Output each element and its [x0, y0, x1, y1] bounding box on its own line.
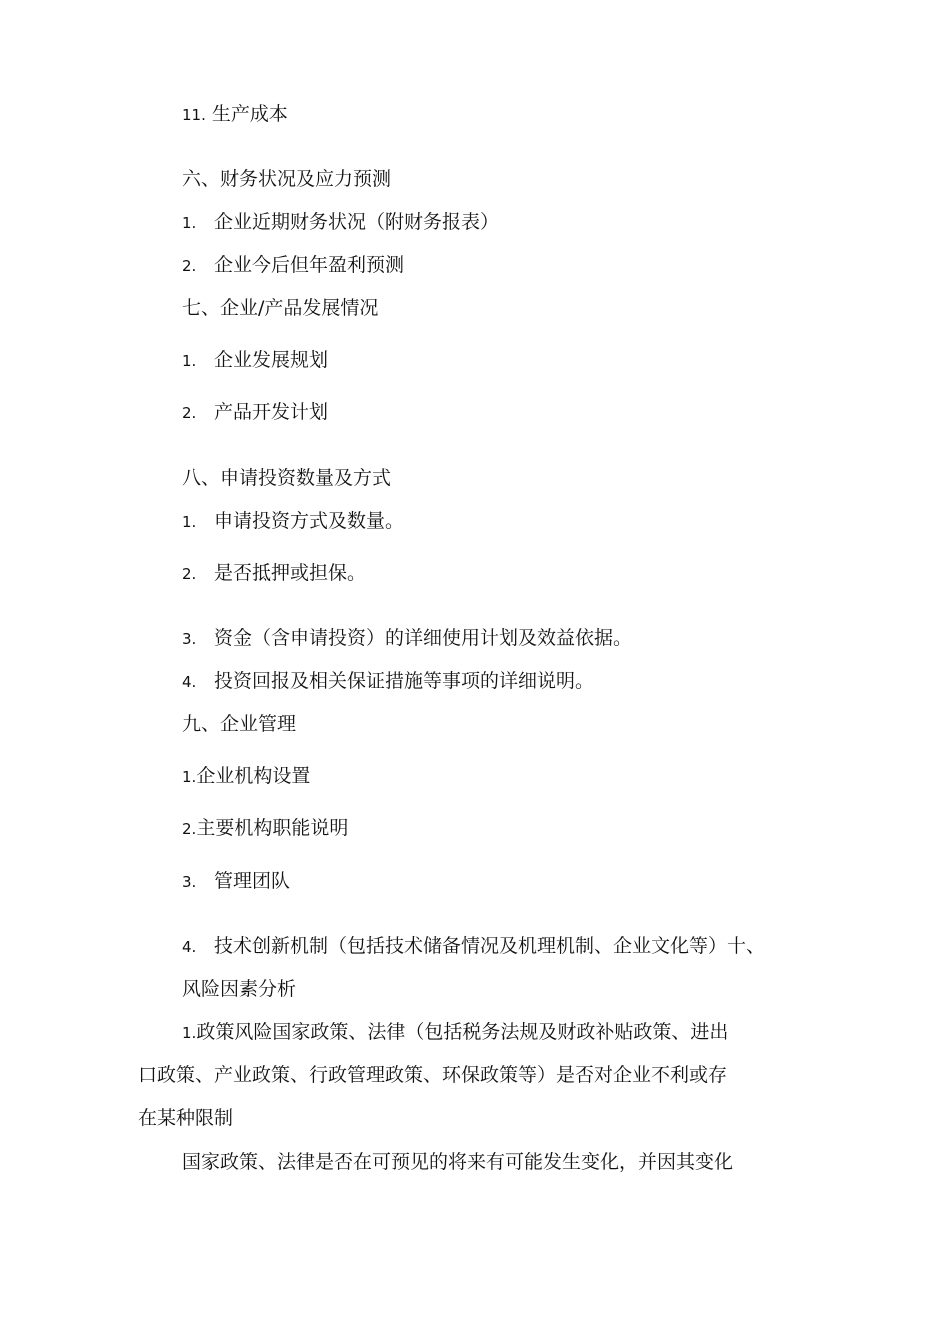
section-heading-10	[182, 977, 296, 1001]
item-text: 企业近期财务状况（附财务报表）	[214, 211, 500, 233]
list-item	[182, 561, 366, 586]
paragraph-text: 在某种限制	[138, 1107, 234, 1129]
item-text: 申请投资方式及数量。	[214, 510, 405, 532]
section-heading-7	[182, 296, 378, 320]
item-text: 企业机构设置	[196, 765, 311, 787]
item-number: 4.	[182, 938, 197, 956]
list-item	[182, 348, 328, 373]
item-text: 主要机构职能说明	[196, 817, 349, 839]
item-text: 生产成本	[211, 103, 288, 125]
list-item	[182, 764, 310, 789]
item-text: 是否抵押或担保。	[214, 562, 367, 584]
heading-text: 八、申请投资数量及方式	[182, 467, 392, 489]
item-text: 企业今后但年盈利预测	[214, 254, 405, 276]
paragraph-text: 口政策、产业政策、行政管理政策、环保政策等）是否对企业不利或存	[138, 1064, 728, 1086]
item-number: 1.	[182, 352, 197, 370]
heading-text: 风险因素分析	[182, 978, 297, 1000]
item-number: 3.	[182, 630, 197, 648]
item-number: 11.	[182, 106, 206, 124]
list-item	[182, 934, 765, 959]
item-text: 企业发展规划	[214, 349, 329, 371]
item-production-cost	[182, 102, 288, 127]
item-text: 产品开发计划	[214, 401, 329, 423]
heading-text: 七、企业/产品发展情况	[182, 297, 379, 319]
item-number: 3.	[182, 873, 197, 891]
item-number: 2.	[182, 257, 197, 275]
list-item	[182, 669, 594, 694]
item-text: 资金（含申请投资）的详细使用计划及效益依据。	[214, 627, 633, 649]
list-item	[182, 210, 499, 235]
list-item	[182, 869, 290, 894]
list-item	[182, 253, 404, 278]
item-text: 管理团队	[214, 870, 291, 892]
heading-text: 六、财务状况及应力预测	[182, 168, 392, 190]
item-text: 技术创新机制（包括技术储备情况及机理机制、企业文化等）十、	[214, 935, 766, 957]
paragraph-line	[182, 1020, 728, 1045]
heading-text: 九、企业管理	[182, 713, 297, 735]
item-number: 1.	[182, 768, 197, 786]
item-number: 1.	[182, 214, 197, 232]
item-number: 1.	[182, 513, 197, 531]
item-number: 4.	[182, 673, 197, 691]
list-item	[182, 400, 328, 425]
list-item	[182, 509, 404, 534]
section-heading-8	[182, 466, 391, 490]
section-heading-9	[182, 712, 296, 736]
item-text: 投资回报及相关保证措施等事项的详细说明。	[214, 670, 595, 692]
item-number: 2.	[182, 820, 197, 838]
list-item	[182, 626, 632, 651]
paragraph-text: 政策风险国家政策、法律（包括税务法规及财政补贴政策、进出	[196, 1021, 729, 1043]
list-item	[182, 816, 348, 841]
paragraph-line	[182, 1150, 733, 1174]
section-heading-6	[182, 167, 391, 191]
paragraph-line	[138, 1106, 233, 1130]
paragraph-text: 国家政策、法律是否在可预见的将来有可能发生变化，并因其变化	[182, 1151, 734, 1173]
paragraph-line	[138, 1063, 727, 1087]
item-number: 2.	[182, 565, 197, 583]
item-number: 2.	[182, 404, 197, 422]
item-number: 1.	[182, 1024, 197, 1042]
